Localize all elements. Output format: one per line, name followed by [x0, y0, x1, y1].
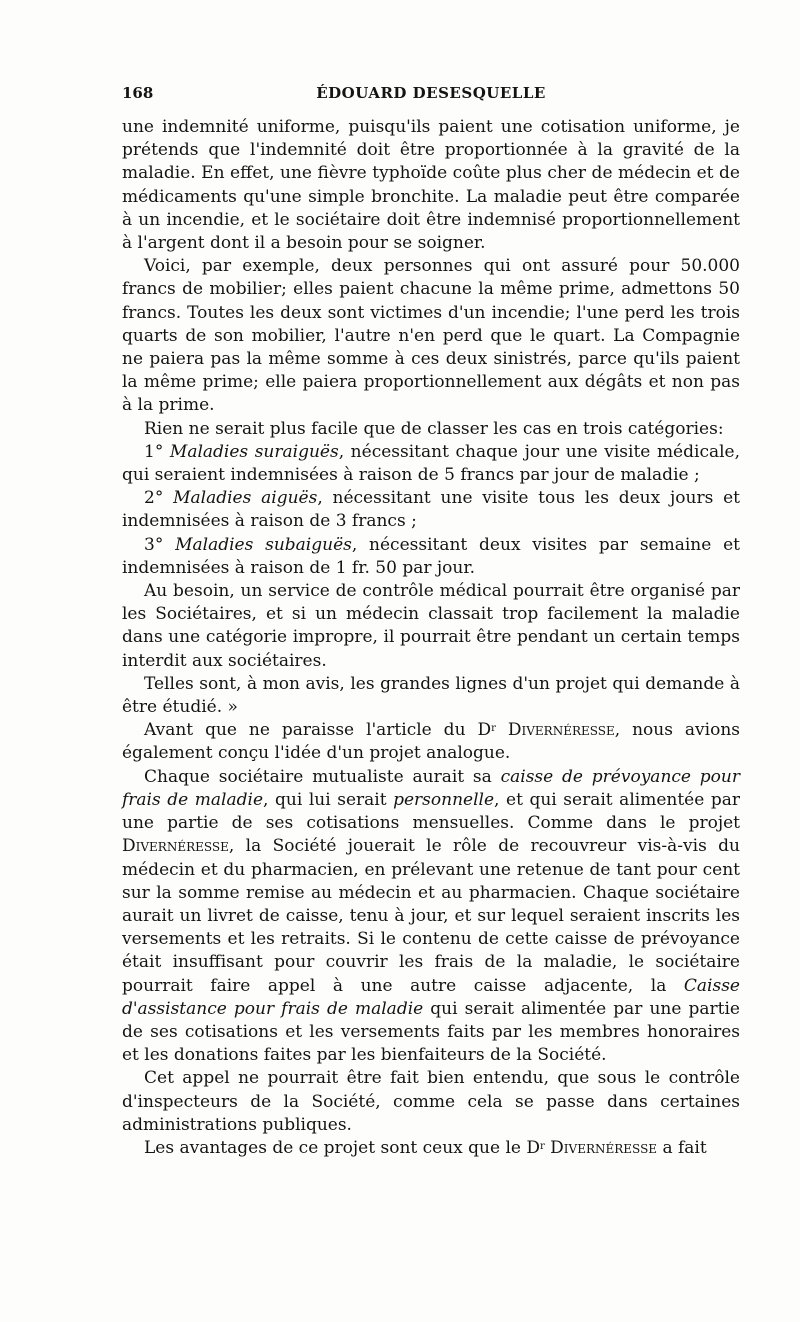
text-run: , nous avions également conçu l'idée d'un projet analogue.: [122, 720, 741, 764]
text-run: Telles sont, à mon avis, les grandes lignes d'un projet qui demande à être étudié. »: [122, 673, 740, 718]
paragraph: [122, 719, 740, 765]
superscript: r: [491, 723, 496, 735]
paragraph: [122, 673, 740, 719]
italic-run: Maladies suraiguës: [169, 441, 339, 462]
paragraph: [122, 116, 740, 255]
text-run: Les avantages de ce projet sont ceux que le D: [144, 1137, 540, 1158]
page-number: 168: [122, 84, 154, 102]
paragraph: [122, 580, 740, 673]
text-run: , qui lui serait: [263, 789, 394, 810]
text-run: Cet appel ne pourrait être fait bien entendu, que sous le contrôle d'inspecteurs de la Société, comme cela se passe dans certaines administrations publiques.: [122, 1068, 740, 1135]
text-run: 2°: [144, 488, 174, 509]
paragraph: [122, 766, 740, 1068]
text-run: 3°: [144, 534, 176, 555]
text-run: a fait: [657, 1137, 707, 1158]
paragraph: [122, 1067, 740, 1137]
text-run: une indemnité uniforme, puisqu'ils paient une cotisation uniforme, je prétends que l'indemnité doit être proportionnée à la gravité de la maladie. En effet, une fièvre typhoïde coûte plus cher de médecin et de médicaments qu'une simple bronchite. La maladie peut être comparée à un incendie, et le sociétaire doit être indemnisé proportionnellement à l'argent dont il a besoin pour se soigner.: [122, 117, 740, 254]
text-run: , nécessitant deux visites par semaine et indemnisées à raison de 1 fr. 50 par jour.: [122, 534, 740, 578]
paragraph: [122, 418, 740, 441]
text-run: 1°: [144, 441, 170, 462]
superscript: r: [539, 1140, 545, 1152]
italic-run: Maladies subaiguës: [175, 534, 352, 555]
paragraph: [122, 1137, 740, 1160]
text-run: [496, 720, 508, 740]
running-head: ÉDOUARD DESESQUELLE: [316, 84, 546, 102]
italic-run: personnelle: [393, 789, 495, 810]
text-run: , la Société jouerait le rôle de recouvreur vis-à-vis du médecin et du pharmacien, en prélevant une retenue de tant pour cent sur la somme remise au médecin et au pharmacien. Chaque sociétaire aurait un livret de caisse, tenu à jour, et sur lequel seraient inscrits les versements et les retraits. Si le contenu de cette caisse de prévoyance était insuffisant pour couvrir les frais de la maladie, le sociétaire pourrait faire appel à une autre caisse adjacente, la: [122, 836, 740, 996]
italic-run: Caisse d'assistance pour frais de maladie: [122, 975, 740, 1019]
text-run: , nécessitant une visite tous les deux jours et indemnisées à raison de 3 francs ;: [122, 488, 740, 532]
paragraph: [122, 441, 740, 487]
text-run: qui serait alimentée par une partie de ses cotisations et les versements faits par les membres honoraires et les donations faites par les bienfaiteurs de la Société.: [122, 998, 740, 1066]
body-text: [122, 116, 740, 1160]
text-run: , nécessitant chaque jour une visite médicale, qui seraient indemnisées à raison de 5 francs par jour de maladie ;: [122, 441, 740, 486]
page-header: [122, 84, 740, 108]
text-run: Voici, par exemple, deux personnes qui ont assuré pour 50.000 francs de mobilier; elles paient chacune la même prime, admettons 50 francs. Toutes les deux sont victimes d'un incendie; l'une perd les trois quarts de son mobilier, l'autre n'en perd que le quart. La Compagnie ne paiera pas la même somme à ces deux sinistrés, parce qu'ils paient la même prime; elle paiera proportionnellement aux dégâts et non pas à la prime.: [122, 256, 740, 416]
paragraph: [122, 534, 740, 580]
italic-run: Maladies aiguës: [173, 488, 318, 509]
text-run: , et qui serait alimentée par une partie de ses cotisations mensuelles. Comme dans le projet: [122, 789, 740, 834]
paragraph: [122, 255, 740, 417]
text-run: Chaque sociétaire mutualiste aurait sa: [144, 766, 501, 787]
paragraph: [122, 487, 740, 533]
small-caps-run: Divernéresse: [122, 836, 229, 857]
italic-run: caisse de prévoyance pour frais de maladie: [122, 766, 740, 810]
small-caps-run: Divernéresse: [507, 720, 615, 741]
small-caps-run: Divernéresse: [550, 1137, 658, 1158]
text-run: Au besoin, un service de contrôle médical pourrait être organisé par les Sociétaires, et si un médecin classait trop facilement la maladie dans une catégorie impropre, il pourrait être pendant un certain temps interdit aux sociétaires.: [122, 581, 740, 671]
text-run: Avant que ne paraisse l'article du D: [144, 720, 492, 741]
page: [122, 84, 740, 1160]
text-run: Rien ne serait plus facile que de classer les cas en trois catégories:: [144, 418, 724, 439]
